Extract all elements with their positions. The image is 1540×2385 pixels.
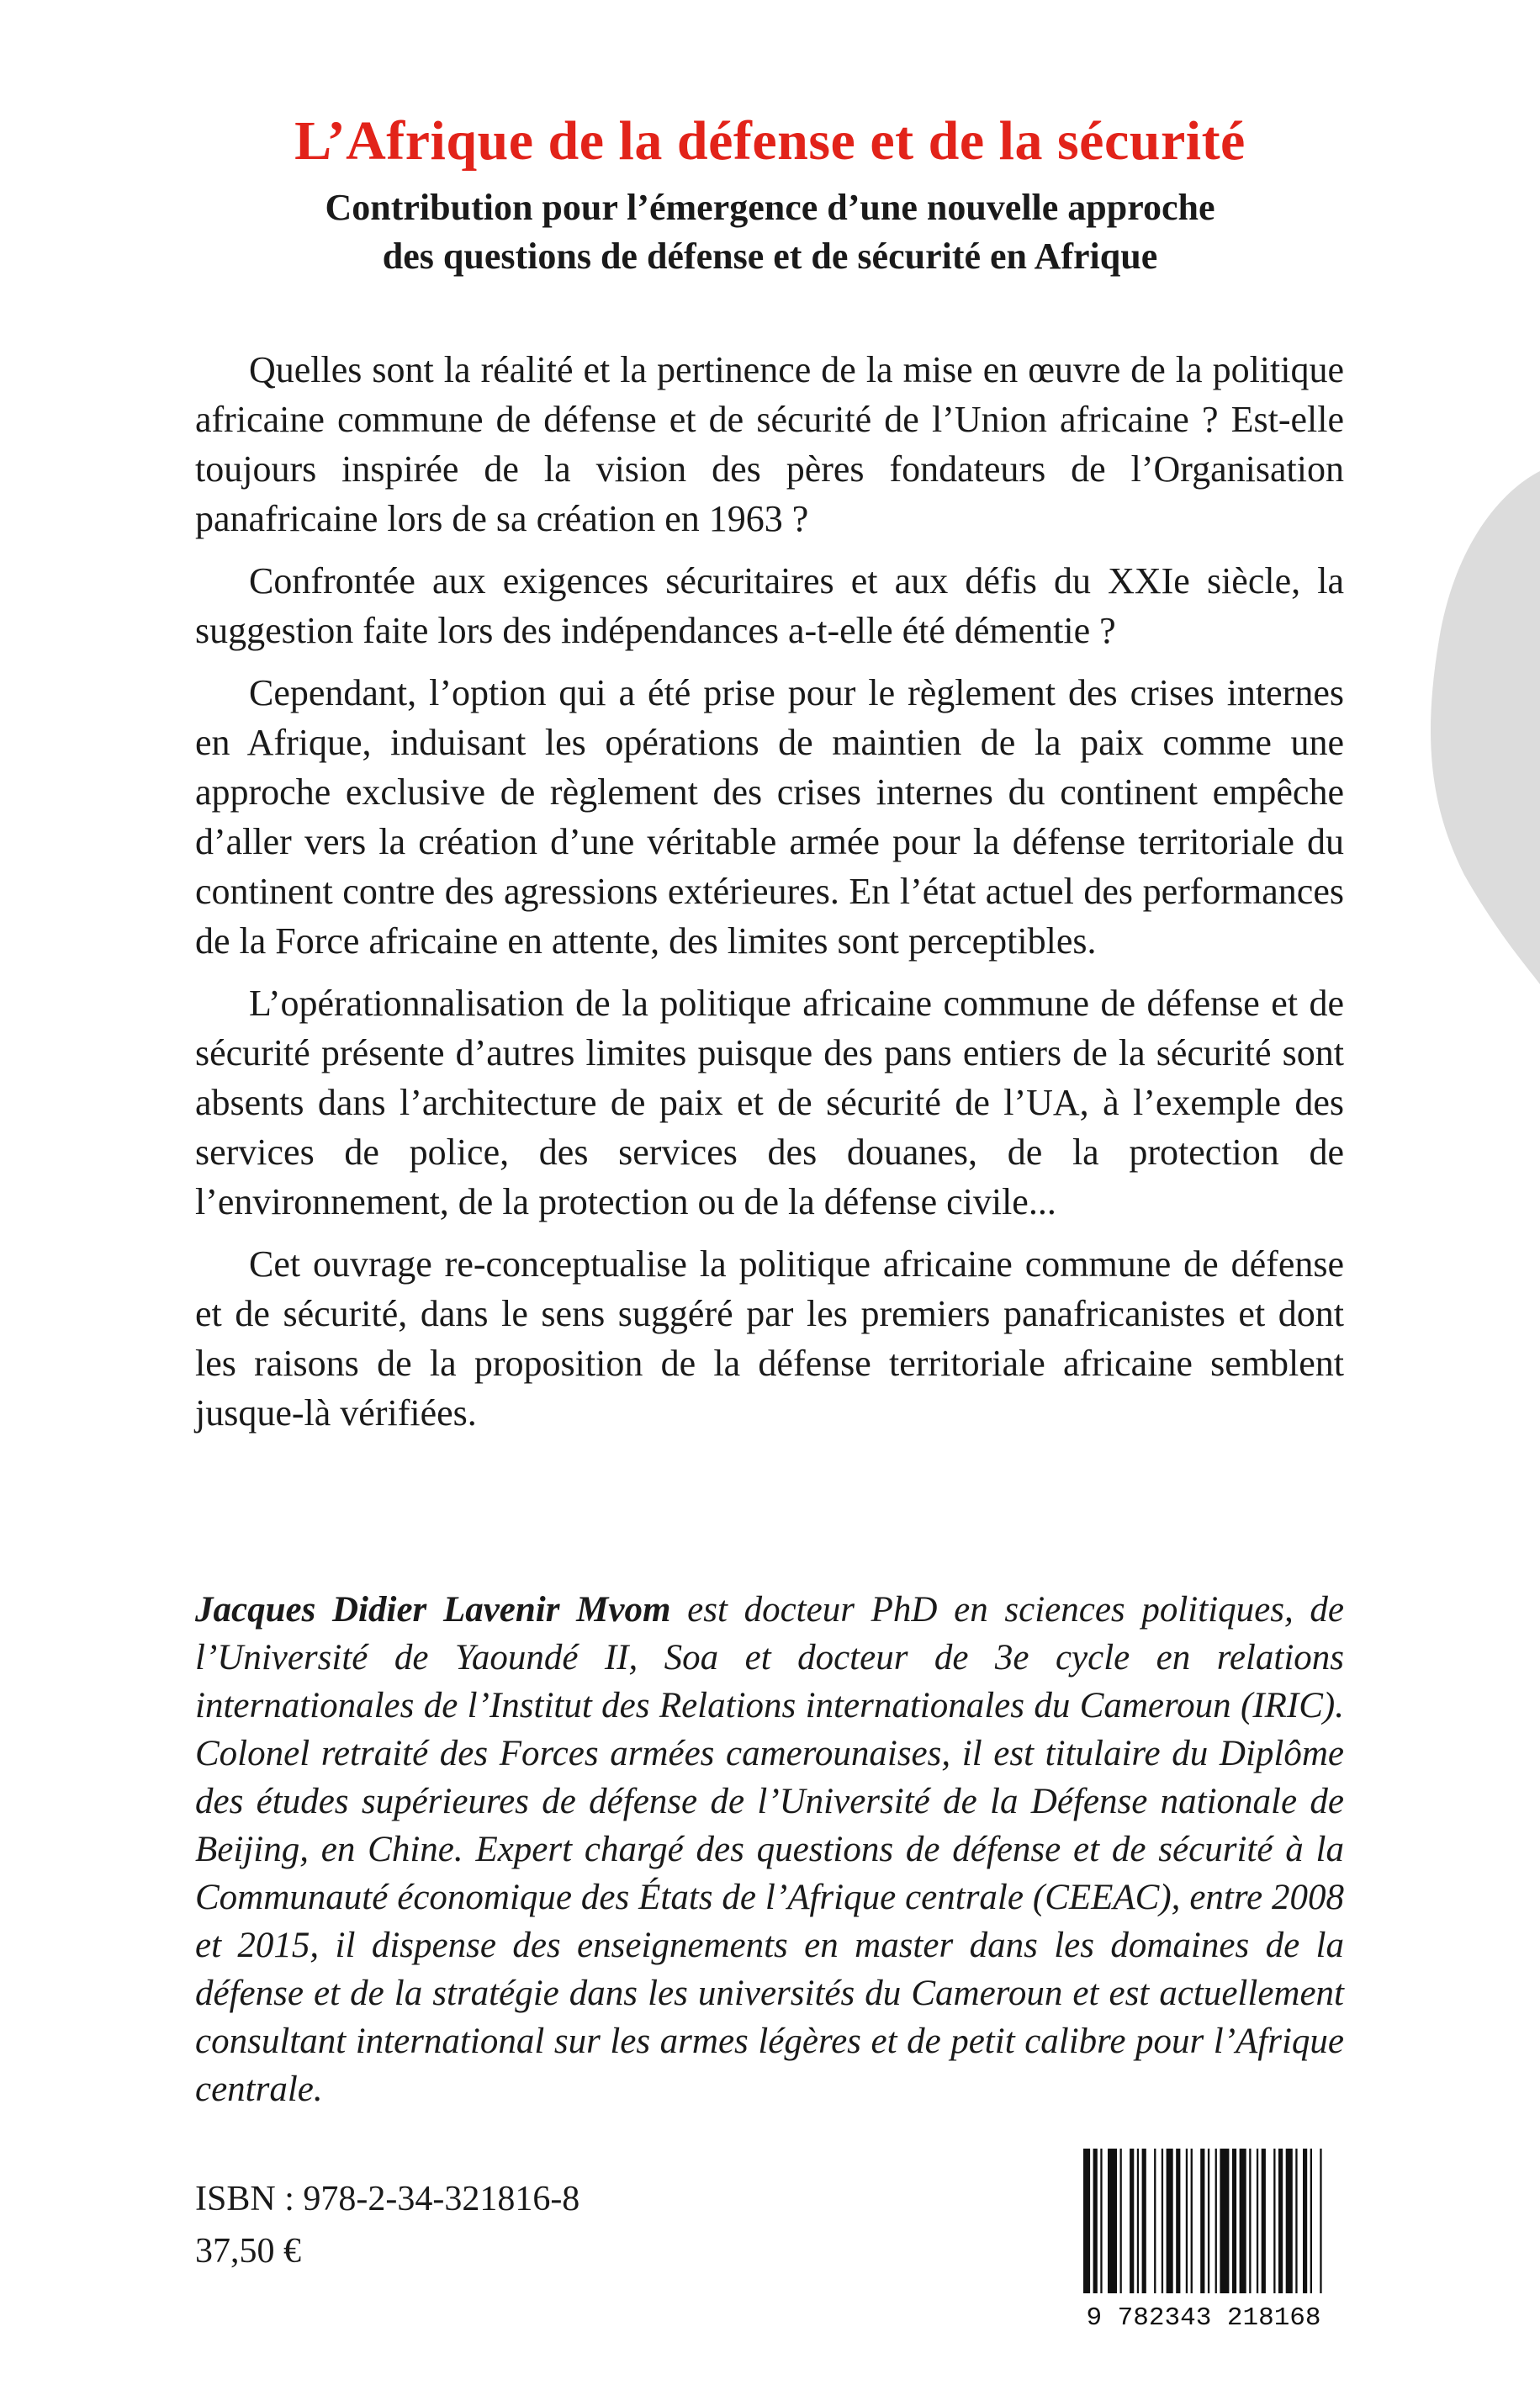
barcode-bar — [1200, 2149, 1204, 2293]
barcode — [1075, 2144, 1332, 2333]
barcode-bar — [1208, 2149, 1209, 2293]
barcode-bar — [1130, 2149, 1134, 2293]
subtitle-line-1: Contribution pour l’émergence d’une nouvelle approche — [325, 187, 1215, 228]
summary-paragraph-5: Cet ouvrage re-conceptualise la politique africaine commune de défense et de sécurité, dans le sens suggéré par les premiers panafricanistes et dont les raisons de la proposition de la défense territoriale africaine semblent jusque-là vérifiées. — [195, 1243, 1344, 1434]
barcode-bar — [1100, 2149, 1102, 2293]
author-name: Jacques Didier Lavenir Mvom — [195, 1590, 671, 1630]
summary-paragraph-2: Confrontée aux exigences sécuritaires et aux défis du XXIe siècle, la suggestion faite lors des indépendances a-t-elle été démentie ? — [195, 560, 1344, 651]
barcode-bar — [1142, 2149, 1146, 2293]
summary-paragraph-4: L’opérationnalisation de la politique africaine commune de défense et de sécurité présente d’autres limites puisque des pans entiers de la sécurité sont absents dans l’architecture de paix et de sécurité de l’UA, à l’exemple des services de police, des services des douanes, de la protection de l’environnement, de la protection ou de la défense civile... — [195, 983, 1344, 1222]
barcode-bar — [1303, 2149, 1307, 2293]
barcode-bar — [1083, 2149, 1090, 2293]
barcode-bar — [1120, 2149, 1122, 2293]
barcode-bar — [1191, 2149, 1193, 2293]
barcode-bar — [1186, 2149, 1188, 2293]
book-title: L’Afrique de la défense et de la sécurité — [294, 110, 1246, 172]
barcode-bar — [1220, 2149, 1229, 2293]
barcode-bar — [1154, 2149, 1156, 2293]
barcode-bar — [1240, 2149, 1246, 2293]
barcode-bar — [1215, 2149, 1217, 2293]
barcode-bar — [1310, 2149, 1312, 2293]
barcode-bar — [1262, 2149, 1266, 2293]
author-bio — [195, 1586, 1344, 2113]
barcode-bar — [1162, 2149, 1163, 2293]
barcode-digits: 9 782343 218168 — [1086, 2303, 1321, 2333]
barcode-bar — [1278, 2149, 1283, 2293]
barcode-bar — [1093, 2149, 1098, 2293]
decorative-side-shape — [1405, 0, 1540, 2385]
barcode-bar — [1232, 2149, 1236, 2293]
author-bio-text: est docteur PhD en sciences politiques, de l’Université de Yaoundé II, Soa et docteur de 3e cycle en relations internationales de l’Institut des Relations internationales du Cameroun (IRIC). Colonel retraité des Forces armées camerounaises, il est titulaire du Diplôme des études supérieures de défense de l’Université de la Défense nationale de Beijing, en Chine. Expert chargé des questions de défense et de sécurité à la Communauté économique des États de l’Afrique centrale (CEEAC), entre 2008 et 2015, il dispense des enseignements en master dans les domaines de la défense et de la stratégie dans les universités du Cameroun et est actuellement consultant international sur les armes légères et de petit calibre pour l’Afrique centrale. — [195, 1590, 1344, 2109]
summary-paragraph-1: Quelles sont la réalité et la pertinence de la mise en œuvre de la politique africaine commune de défense et de sécurité de l’Union africaine ? Est-elle toujours inspirée de la vision des pères fondateurs de l’Organisation panafricaine lors de sa création en 1963 ? — [195, 349, 1344, 539]
subtitle-line-2: des questions de défense et de sécurité en Afrique — [382, 236, 1158, 277]
price: 37,50 € — [195, 2232, 301, 2271]
summary-text — [195, 345, 1344, 1450]
book-subtitle — [0, 183, 1540, 281]
barcode-bar — [1286, 2149, 1293, 2293]
barcode-bar — [1320, 2149, 1321, 2293]
barcode-bar — [1137, 2149, 1139, 2293]
barcode-bar — [1108, 2149, 1117, 2293]
barcode-bar — [1176, 2149, 1180, 2293]
barcode-bar — [1273, 2149, 1275, 2293]
barcode-bar — [1167, 2149, 1173, 2293]
barcode-bar — [1257, 2149, 1258, 2293]
isbn: ISBN : 978-2-34-321816-8 — [195, 2180, 580, 2218]
summary-paragraph-3: Cependant, l’option qui a été prise pour le règlement des crises internes en Afrique, induisant les opérations de maintien de la paix comme une approche exclusive de règlement des crises internes du continent empêche d’aller vers la création d’une véritable armée pour la défense territoriale du continent contre des agressions extérieures. En l’état actuel des performances de la Force africaine en attente, des limites sont perceptibles. — [195, 672, 1344, 962]
barcode-bar — [1249, 2149, 1251, 2293]
barcode-bar — [1295, 2149, 1297, 2293]
